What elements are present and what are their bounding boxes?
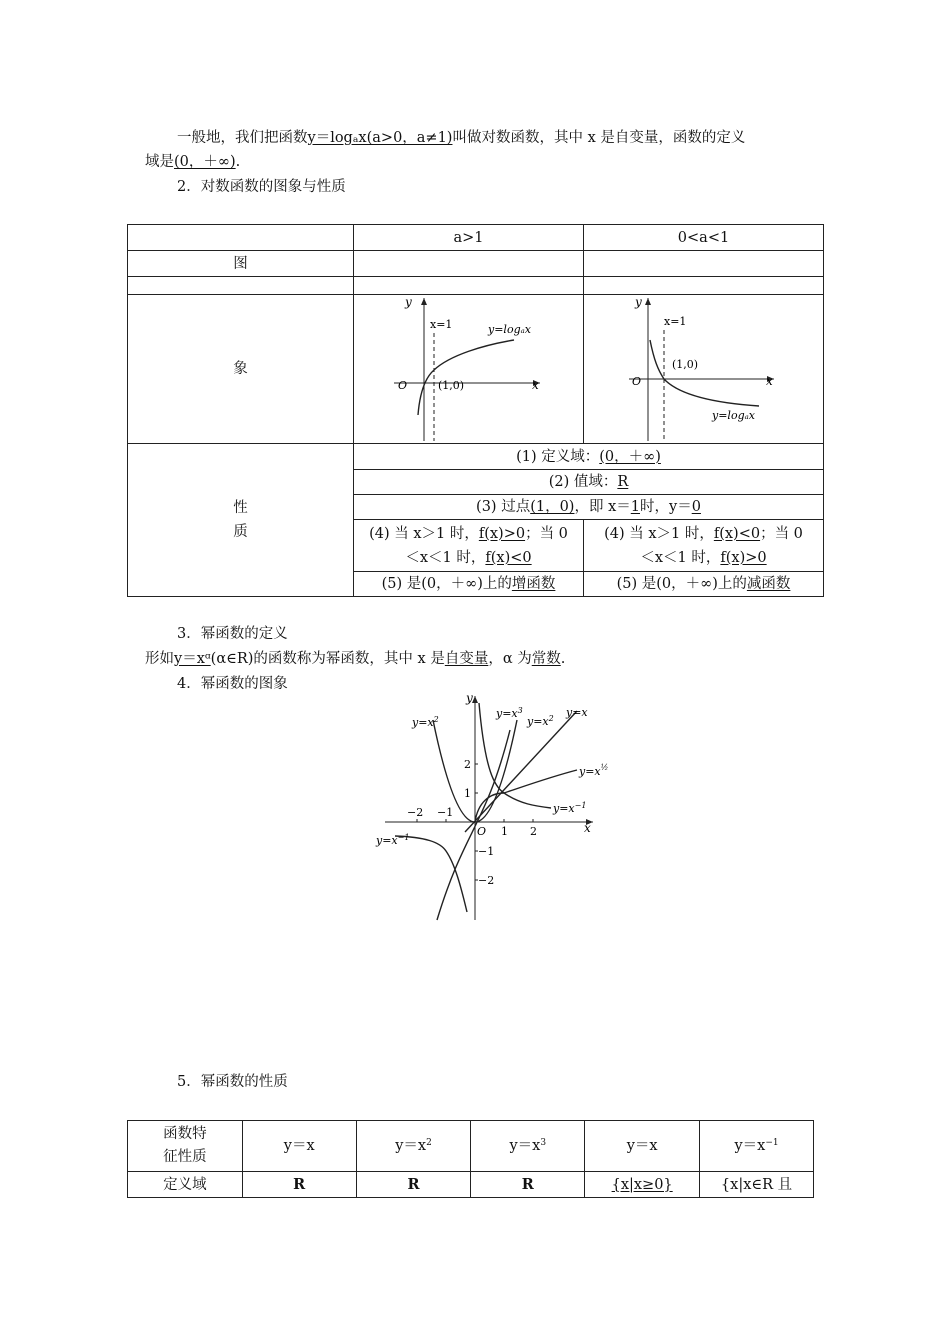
col-header-a-gt-1: a>1 xyxy=(354,225,584,251)
blank-cell xyxy=(584,251,824,277)
empty-header-cell xyxy=(128,225,354,251)
prop-point-x: 1 xyxy=(630,499,640,515)
label-y-x-inv-left: $y=x^{-1}$ xyxy=(376,833,410,847)
prop-value: f(x)>0 xyxy=(478,525,526,542)
power-functions-graph xyxy=(365,691,609,922)
intro-line-2 xyxy=(145,152,240,172)
graph-cell-increasing xyxy=(354,295,584,444)
y-axis-label: y xyxy=(635,295,642,309)
log-graph-increasing xyxy=(354,295,583,443)
def-text: ，α 为 xyxy=(488,651,532,667)
prop-text: ＜x＜1 时， xyxy=(640,549,721,566)
prop-text: (5) 是(0，＋∞)上的 xyxy=(616,576,747,592)
prop-point-value: (1，0) xyxy=(530,499,575,515)
label-y-x-half: $y=x^{\frac{1}{2}}$ xyxy=(579,763,609,778)
prop-sign-line-2 xyxy=(584,546,823,570)
origin-label: O xyxy=(632,375,642,388)
log-properties-table xyxy=(127,224,824,597)
header-label-line-2: 征性质 xyxy=(163,1149,207,1165)
origin-label: O xyxy=(477,825,487,838)
prop-text: ＜x＜1 时， xyxy=(405,549,486,566)
def-text: 形如 xyxy=(145,651,174,667)
prop-range-label: (2) 值域： xyxy=(548,474,618,490)
prop-value: f(x)<0 xyxy=(485,549,532,566)
prop-sign-decreasing xyxy=(584,520,824,572)
log-graph-decreasing xyxy=(584,295,823,443)
label-y-x2-left: $y=x^2$ xyxy=(412,715,439,729)
period: . xyxy=(560,651,566,667)
domain-y-x2: R xyxy=(356,1172,471,1198)
prop-point xyxy=(354,495,824,520)
origin-label: O xyxy=(398,379,408,392)
period: . xyxy=(235,154,241,170)
col-header-y-x xyxy=(242,1121,356,1172)
prop-text: ；当 0 xyxy=(525,525,568,542)
prop-sign-line-1 xyxy=(584,522,823,546)
def-answer-constant: 常数 xyxy=(531,651,561,667)
col-header-y-x-inv xyxy=(700,1121,814,1172)
log-function-formula: y＝logₐx(a>0，a≠1) xyxy=(307,130,453,146)
prop-point-y: 0 xyxy=(691,499,701,515)
prop-point-mid: ，即 x＝ xyxy=(574,499,631,515)
prop-value: 减函数 xyxy=(746,576,791,592)
domain-y-x: R xyxy=(242,1172,356,1198)
row-label-properties xyxy=(128,444,354,597)
section-2-heading: 2．对数函数的图象与性质 xyxy=(177,179,346,195)
prop-domain xyxy=(354,444,824,470)
col-exponent: 3 xyxy=(540,1138,547,1148)
tick-label-y: 1 xyxy=(464,787,471,800)
domain-answer: (0，＋∞) xyxy=(174,154,236,170)
blank-cell xyxy=(584,277,824,295)
col-header-y-x-half xyxy=(585,1121,700,1172)
blank-cell xyxy=(128,277,354,295)
prop-text: (4) 当 x＞1 时， xyxy=(604,525,714,542)
col-header-0-lt-a-lt-1: 0<a<1 xyxy=(584,225,824,251)
prop-point-label: (3) 过点 xyxy=(476,499,531,515)
y-axis-label: y xyxy=(405,295,412,309)
tick-label-y: −1 xyxy=(478,845,495,858)
domain-value: {x|x≥0} xyxy=(611,1176,673,1193)
prop-domain-value: (0，＋∞) xyxy=(599,448,661,465)
prop-sign-line-2 xyxy=(354,546,583,570)
prop-value: f(x)<0 xyxy=(713,525,761,542)
tick-label-y: 2 xyxy=(464,758,471,771)
vline-label: x=1 xyxy=(664,315,687,328)
blank-cell xyxy=(354,277,584,295)
x-axis-label: x xyxy=(532,378,539,392)
point-label: (1,0) xyxy=(672,358,699,371)
label-y-x: y=x xyxy=(566,706,588,719)
graph-cell-decreasing xyxy=(584,295,824,444)
prop-sign-increasing xyxy=(354,520,584,572)
curve-label: y=logₐx xyxy=(712,409,755,422)
row-label-graph-bottom: 象 xyxy=(128,295,354,444)
prop-point-mid2: 时，y＝ xyxy=(640,499,692,515)
header-label-line-1: 函数特 xyxy=(163,1126,207,1142)
prop-sign-line-1 xyxy=(354,522,583,546)
tick-label-x: −2 xyxy=(407,806,424,819)
tick-label-x: 2 xyxy=(530,825,537,838)
curve-label: y=logₐx xyxy=(488,323,531,336)
label-y-x3: $y=x^3$ xyxy=(496,706,523,720)
col-header-y-x3 xyxy=(471,1121,585,1172)
domain-y-x-half xyxy=(585,1172,700,1198)
col-exponent: −1 xyxy=(765,1138,779,1148)
col-exponent: 2 xyxy=(426,1138,432,1148)
power-formula: y＝xᵅ xyxy=(174,651,211,667)
tick-label-x: 1 xyxy=(501,825,508,838)
col-text: y＝x xyxy=(395,1138,427,1154)
prop-text: (4) 当 x＞1 时， xyxy=(369,525,479,542)
intro-text-cont: 叫做对数函数，其中 x 是自变量，函数的定义 xyxy=(452,130,746,146)
x-axis-label: x xyxy=(584,821,591,835)
power-definition xyxy=(145,649,565,669)
section-4-heading: 4．幂函数的图象 xyxy=(177,676,288,692)
prop-range xyxy=(354,470,824,495)
prop-text: (5) 是(0，＋∞)上的 xyxy=(381,576,512,592)
tick-label-y: −2 xyxy=(478,874,495,887)
intro-line-1 xyxy=(177,128,745,148)
col-text: y＝x xyxy=(734,1138,766,1154)
props-label-1: 性 xyxy=(233,500,248,516)
vline-label: x=1 xyxy=(430,318,453,331)
prop-value: 增函数 xyxy=(511,576,556,592)
x-axis-label: x xyxy=(766,374,773,388)
tick-label-x: −1 xyxy=(437,806,454,819)
prop-domain-label: (1) 定义域： xyxy=(516,448,600,465)
domain-y-x3: R xyxy=(471,1172,585,1198)
intro-text: 一般地，我们把函数 xyxy=(177,130,308,146)
prop-text: ；当 0 xyxy=(760,525,803,542)
point-label: (1,0) xyxy=(438,379,465,392)
label-y-x-inv-right: $y=x^{-1}$ xyxy=(553,801,587,815)
domain-y-x-inv: {x|x∈R 且 xyxy=(700,1172,814,1198)
col-header-y-x2 xyxy=(356,1121,471,1172)
row-label-domain: 定义域 xyxy=(128,1172,243,1198)
def-answer-variable: 自变量 xyxy=(444,651,489,667)
col-text: y＝x xyxy=(283,1138,315,1154)
props-label-2: 质 xyxy=(233,524,248,540)
col-text: y＝x xyxy=(626,1138,658,1154)
section-5-heading: 5．幂函数的性质 xyxy=(177,1074,288,1090)
col-text: y＝x xyxy=(509,1138,541,1154)
y-axis-label: y xyxy=(466,691,473,705)
prop-monotonic-decreasing xyxy=(584,572,824,597)
blank-cell xyxy=(354,251,584,277)
intro-text-2: 域是 xyxy=(145,154,174,170)
header-feature-cell xyxy=(128,1121,243,1172)
def-text: (α∈R)的函数称为幂函数，其中 x 是 xyxy=(210,651,445,667)
prop-value: f(x)>0 xyxy=(720,549,767,566)
prop-monotonic-increasing xyxy=(354,572,584,597)
power-properties-table xyxy=(127,1120,814,1198)
row-label-graph-top: 图 xyxy=(128,251,354,277)
section-3-heading: 3．幂函数的定义 xyxy=(177,626,288,642)
prop-range-value: R xyxy=(617,474,629,490)
label-y-x2-right: $y=x^2$ xyxy=(527,714,554,728)
